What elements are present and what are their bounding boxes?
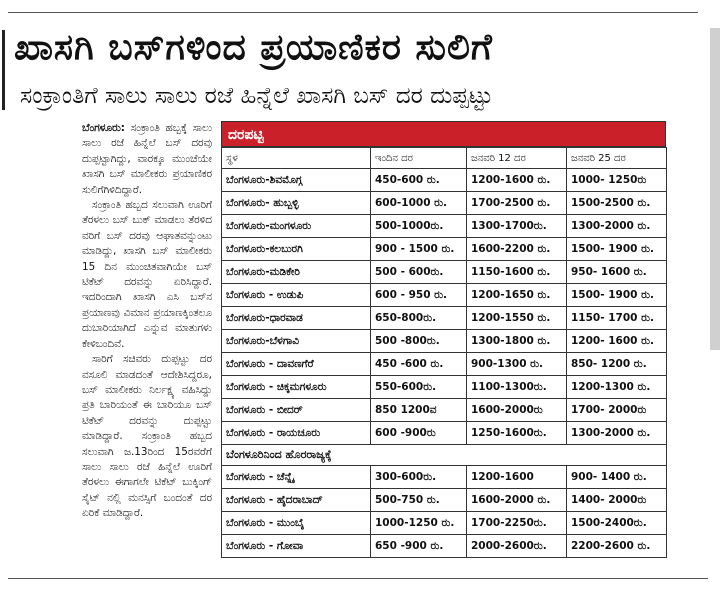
fare-cell: 900- 1400 ರು. (567, 466, 667, 489)
fare-cell: 1600-2000 ರು. (467, 489, 567, 512)
fare-cell: 500 -800ರು. (371, 330, 467, 353)
fare-cell: 1200-1650 ರು. (467, 284, 567, 307)
table-row (222, 307, 667, 330)
route-cell: ಬೆಂಗಳೂರು - ಮುಂಬೈ (222, 512, 371, 535)
rates-table-box (221, 121, 666, 569)
fare-cell: 1200-1600 (467, 466, 567, 489)
table-row (222, 261, 667, 284)
route-cell: ಬೆಂಗಳೂರು - ಬೀದರ್ (222, 399, 371, 422)
fare-cell: 1000-1250 ರು. (371, 512, 467, 535)
fare-cell: 600 -900ರು (371, 422, 467, 445)
route-cell: ಬೆಂಗಳೂರು - ಹೈದರಾಬಾದ್ (222, 489, 371, 512)
rates-table-body (222, 148, 667, 558)
article-body (82, 121, 212, 569)
fare-cell: 500-750 ರು. (371, 489, 467, 512)
fare-cell: 1300-1700ರು. (467, 215, 567, 238)
fare-cell: 650 -900 ರು. (371, 535, 467, 558)
column-header: ಜನವರಿ 12 ದರ (467, 148, 567, 169)
fare-cell: 1600-2000ರು (467, 399, 567, 422)
fare-cell: 1300-2000 ರು. (567, 215, 667, 238)
fare-cell: 600-1000 ರು. (371, 192, 467, 215)
route-cell: ಬೆಂಗಳೂರು - ಉಡುಪಿ (222, 284, 371, 307)
fare-cell: 1500- 1900 ರು. (567, 238, 667, 261)
fare-cell: 1500-2500 ರು. (567, 192, 667, 215)
fare-cell: 900-1300 ರು. (467, 353, 567, 376)
top-rule (8, 12, 698, 13)
fare-cell: 500-1000ರು. (371, 215, 467, 238)
table-row (222, 169, 667, 192)
table-banner: ದರಪಟ್ಟಿ (221, 121, 666, 147)
fare-cell: 450 -600 ರು. (371, 353, 467, 376)
fare-cell: 1150-1600 ರು. (467, 261, 567, 284)
dateline: ಬೆಂಗಳೂರು: (82, 122, 125, 134)
fare-cell: 2200-2600 ರು. (567, 535, 667, 558)
paragraph-text: ಸಂಕ್ರಾಂತಿ ಹಬ್ಬಕ್ಕೆ ಸಾಲು ಸಾಲು ರಜೆ ಹಿನ್ನೆಲೆ ಬಸ್ ದರವು ದುಪ್ಪಟ್ಟಾಗಿದ್ದು, ವಾರಕ್ಕೂ ಮುಂಚೆಯೇ ಖಾಸಗಿ ಬಸ್ ಮಾಲೀಕರು ಪ್ರಯಾಣಿಕರ ಸುಲಿಗೆಗಿಳಿದಿದ್ದಾರೆ. (82, 122, 212, 196)
article-paragraph: ಸಂಕ್ರಾಂತಿ ಹಬ್ಬದ ಸಲುವಾಗಿ ಊರಿಗೆ ತೆರಳಲು ಬಸ್ ಬುಕ್ ಮಾಡಲು ತೆರಳಿದ ವರಿಗೆ ಬಸ್ ದರವು ಆಘಾತವನ್ನುಂಟು ಮಾಡಿದ್ದು, ಖಾಸಗಿ ಬಸ್ ಮಾಲೀಕರು 15 ದಿನ ಮುಂಚಿತವಾಗಿಯೇ ಬಸ್ ಟಿಕೆಟ್ ದರವನ್ನು ಏರಿಸಿದ್ದಾರೆ. ಇದರಿಂದಾಗಿ ಖಾಸಗಿ ಎಸಿ ಬಸ್‌ನ ಪ್ರಯಾಣವು ವಿಮಾನ ಪ್ರಯಾಣಕ್ಕಿಂತಲೂ ದುಬಾರಿಯಾಗಿದೆ ಎನ್ನುವ ಮಾತುಗಳು ಕೇಳಿಬಂದಿವೆ. (82, 199, 212, 350)
fare-cell: 850- 1200 ರು. (567, 353, 667, 376)
fare-cell: 550-600ರು. (371, 376, 467, 399)
subheadline: ಸಂಕ್ರಾಂತಿಗೆ ಸಾಲು ಸಾಲು ರಜೆ ಹಿನ್ನೆಲೆ ಖಾಸಗಿ ಬಸ್ ದರ ದುಪ್ಪಟ್ಟು (20, 83, 493, 109)
table-row (222, 330, 667, 353)
table-row (222, 215, 667, 238)
route-cell: ಬೆಂಗಳೂರು-ಬೆಳಗಾವಿ (222, 330, 371, 353)
fare-cell: 1300-2000 ರು. (567, 422, 667, 445)
route-cell: ಬೆಂಗಳೂರು- ಹುಬ್ಬಳ್ಳಿ (222, 192, 371, 215)
table-row (222, 238, 667, 261)
fare-cell: 1200-1550 ರು. (467, 307, 567, 330)
route-cell: ಬೆಂಗಳೂರು - ರಾಯಚೂರು (222, 422, 371, 445)
fare-cell: 650-800ರು. (371, 307, 467, 330)
route-cell: ಬೆಂಗಳೂರು-ಕಲಬುರಗಿ (222, 238, 371, 261)
fare-cell: 450-600 ರು. (371, 169, 467, 192)
fare-cell: 1200-1600 ರು. (467, 169, 567, 192)
table-row (222, 489, 667, 512)
fare-cell: 1400- 2000ರು (567, 489, 667, 512)
route-cell: ಬೆಂಗಳೂರು-ಮಂಗಳೂರು (222, 215, 371, 238)
rates-table (221, 147, 667, 558)
route-cell: ಬೆಂಗಳೂರು-ಶಿವಮೊಗ್ಗ (222, 169, 371, 192)
route-cell: ಬೆಂಗಳೂರು - ಚಿಕ್ಕಮಗಳೂರು (222, 376, 371, 399)
column-header: ಇಂದಿನ ದರ (371, 148, 467, 169)
right-edge-bar (710, 28, 720, 350)
route-cell: ಬೆಂಗಳೂರು - ದಾವಣಗೆರೆ (222, 353, 371, 376)
fare-cell: 850 1200ವ (371, 399, 467, 422)
fare-cell: 1200-1300 ರು. (567, 376, 667, 399)
route-cell: ಬೆಂಗಳೂರು-ಧಾರವಾಡ (222, 307, 371, 330)
headline: ಖಾಸಗಿ ಬಸ್‌ಗಳಿಂದ ಪ್ರಯಾಣಿಕರ ಸುಲಿಗೆ (14, 27, 493, 68)
article-paragraph: ಸಾರಿಗೆ ಸಚಿವರು ದುಪ್ಪಟ್ಟು ದರ ವಸೂಲಿ ಮಾಡದಂತೆ ಆದೇಶಿಸಿದ್ದರೂ, ಬಸ್ ಮಾಲೀಕರು ನಿರ್ಲಕ್ಷ್ಯ ವಹಿಸಿದ್ದು ಪ್ರತಿ ಬಾರಿಯಂತೆ ಈ ಬಾರಿಯೂ ಬಸ್ ಟಿಕೆಟ್ ದರವನ್ನು ದುಪ್ಪಟ್ಟು ಮಾಡಿದ್ದಾರೆ. ಸಂಕ್ರಾಂತಿ ಹಬ್ಬದ ಸಲುವಾಗಿ ಜ.13ರಿಂದ 15ರವರೆಗೆ ಸಾಲು ಸಾಲು ರಜೆ ಹಿನ್ನೆಲೆ ಊರಿಗೆ ತೆರಳಲು ಈಗಾಗಲೇ ಟಿಕೆಟ್ ಬುಕ್ಕಿಂಗ್ ಸೈಟ್ ನಲ್ಲಿ ಮನಸ್ಸಿಗೆ ಬಂದಂತೆ ದರ ಏರಿಕೆ ಮಾಡಿದ್ದಾರೆ. (82, 353, 212, 520)
route-cell: ಬೆಂಗಳೂರು - ಚೆನ್ನೈ (222, 466, 371, 489)
route-cell: ಬೆಂಗಳೂರು-ಮಡಿಕೇರಿ (222, 261, 371, 284)
fare-cell: 1700-2500 ರು. (467, 192, 567, 215)
fare-cell: 1000- 1250ರು (567, 169, 667, 192)
section-label: ಬೆಂಗಳೂರಿನಿಂದ ಹೊರರಾಜ್ಯಕ್ಕೆ (222, 445, 667, 466)
fare-cell: 1700- 2000ರು (567, 399, 667, 422)
column-header: ಸ್ಥಳ (222, 148, 371, 169)
table-row (222, 284, 667, 307)
left-edge-mark (2, 30, 5, 110)
fare-cell: 1500- 1900 ರು. (567, 284, 667, 307)
table-header-row (222, 148, 667, 169)
fare-cell: 1300-1800 ರು. (467, 330, 567, 353)
fare-cell: 300-600ರು. (371, 466, 467, 489)
table-row (222, 192, 667, 215)
table-row (222, 422, 667, 445)
fare-cell: 1150- 1700 ರು. (567, 307, 667, 330)
fare-cell: 950- 1600 ರು. (567, 261, 667, 284)
fare-cell: 600 - 950 ರು. (371, 284, 467, 307)
table-row (222, 399, 667, 422)
table-row (222, 535, 667, 558)
fare-cell: 2000-2600ರು. (467, 535, 567, 558)
fare-cell: 1250-1600ರು. (467, 422, 567, 445)
fare-cell: 500 - 600ರು. (371, 261, 467, 284)
table-row (222, 376, 667, 399)
route-cell: ಬೆಂಗಳೂರು - ಗೋವಾ (222, 535, 371, 558)
article-paragraph (82, 121, 212, 198)
fare-cell: 900 - 1500 ರು. (371, 238, 467, 261)
table-row (222, 512, 667, 535)
fare-cell: 1600-2200 ರು. (467, 238, 567, 261)
fare-cell: 1700-2250ರು. (467, 512, 567, 535)
table-row (222, 466, 667, 489)
fare-cell: 1200- 1600 ರು. (567, 330, 667, 353)
fare-cell: 1100-1300ರು. (467, 376, 567, 399)
section-row (222, 445, 667, 466)
table-row (222, 353, 667, 376)
column-header: ಜನವರಿ 25 ದರ (567, 148, 667, 169)
fare-cell: 1500-2400ರು. (567, 512, 667, 535)
bottom-rule (8, 578, 708, 579)
